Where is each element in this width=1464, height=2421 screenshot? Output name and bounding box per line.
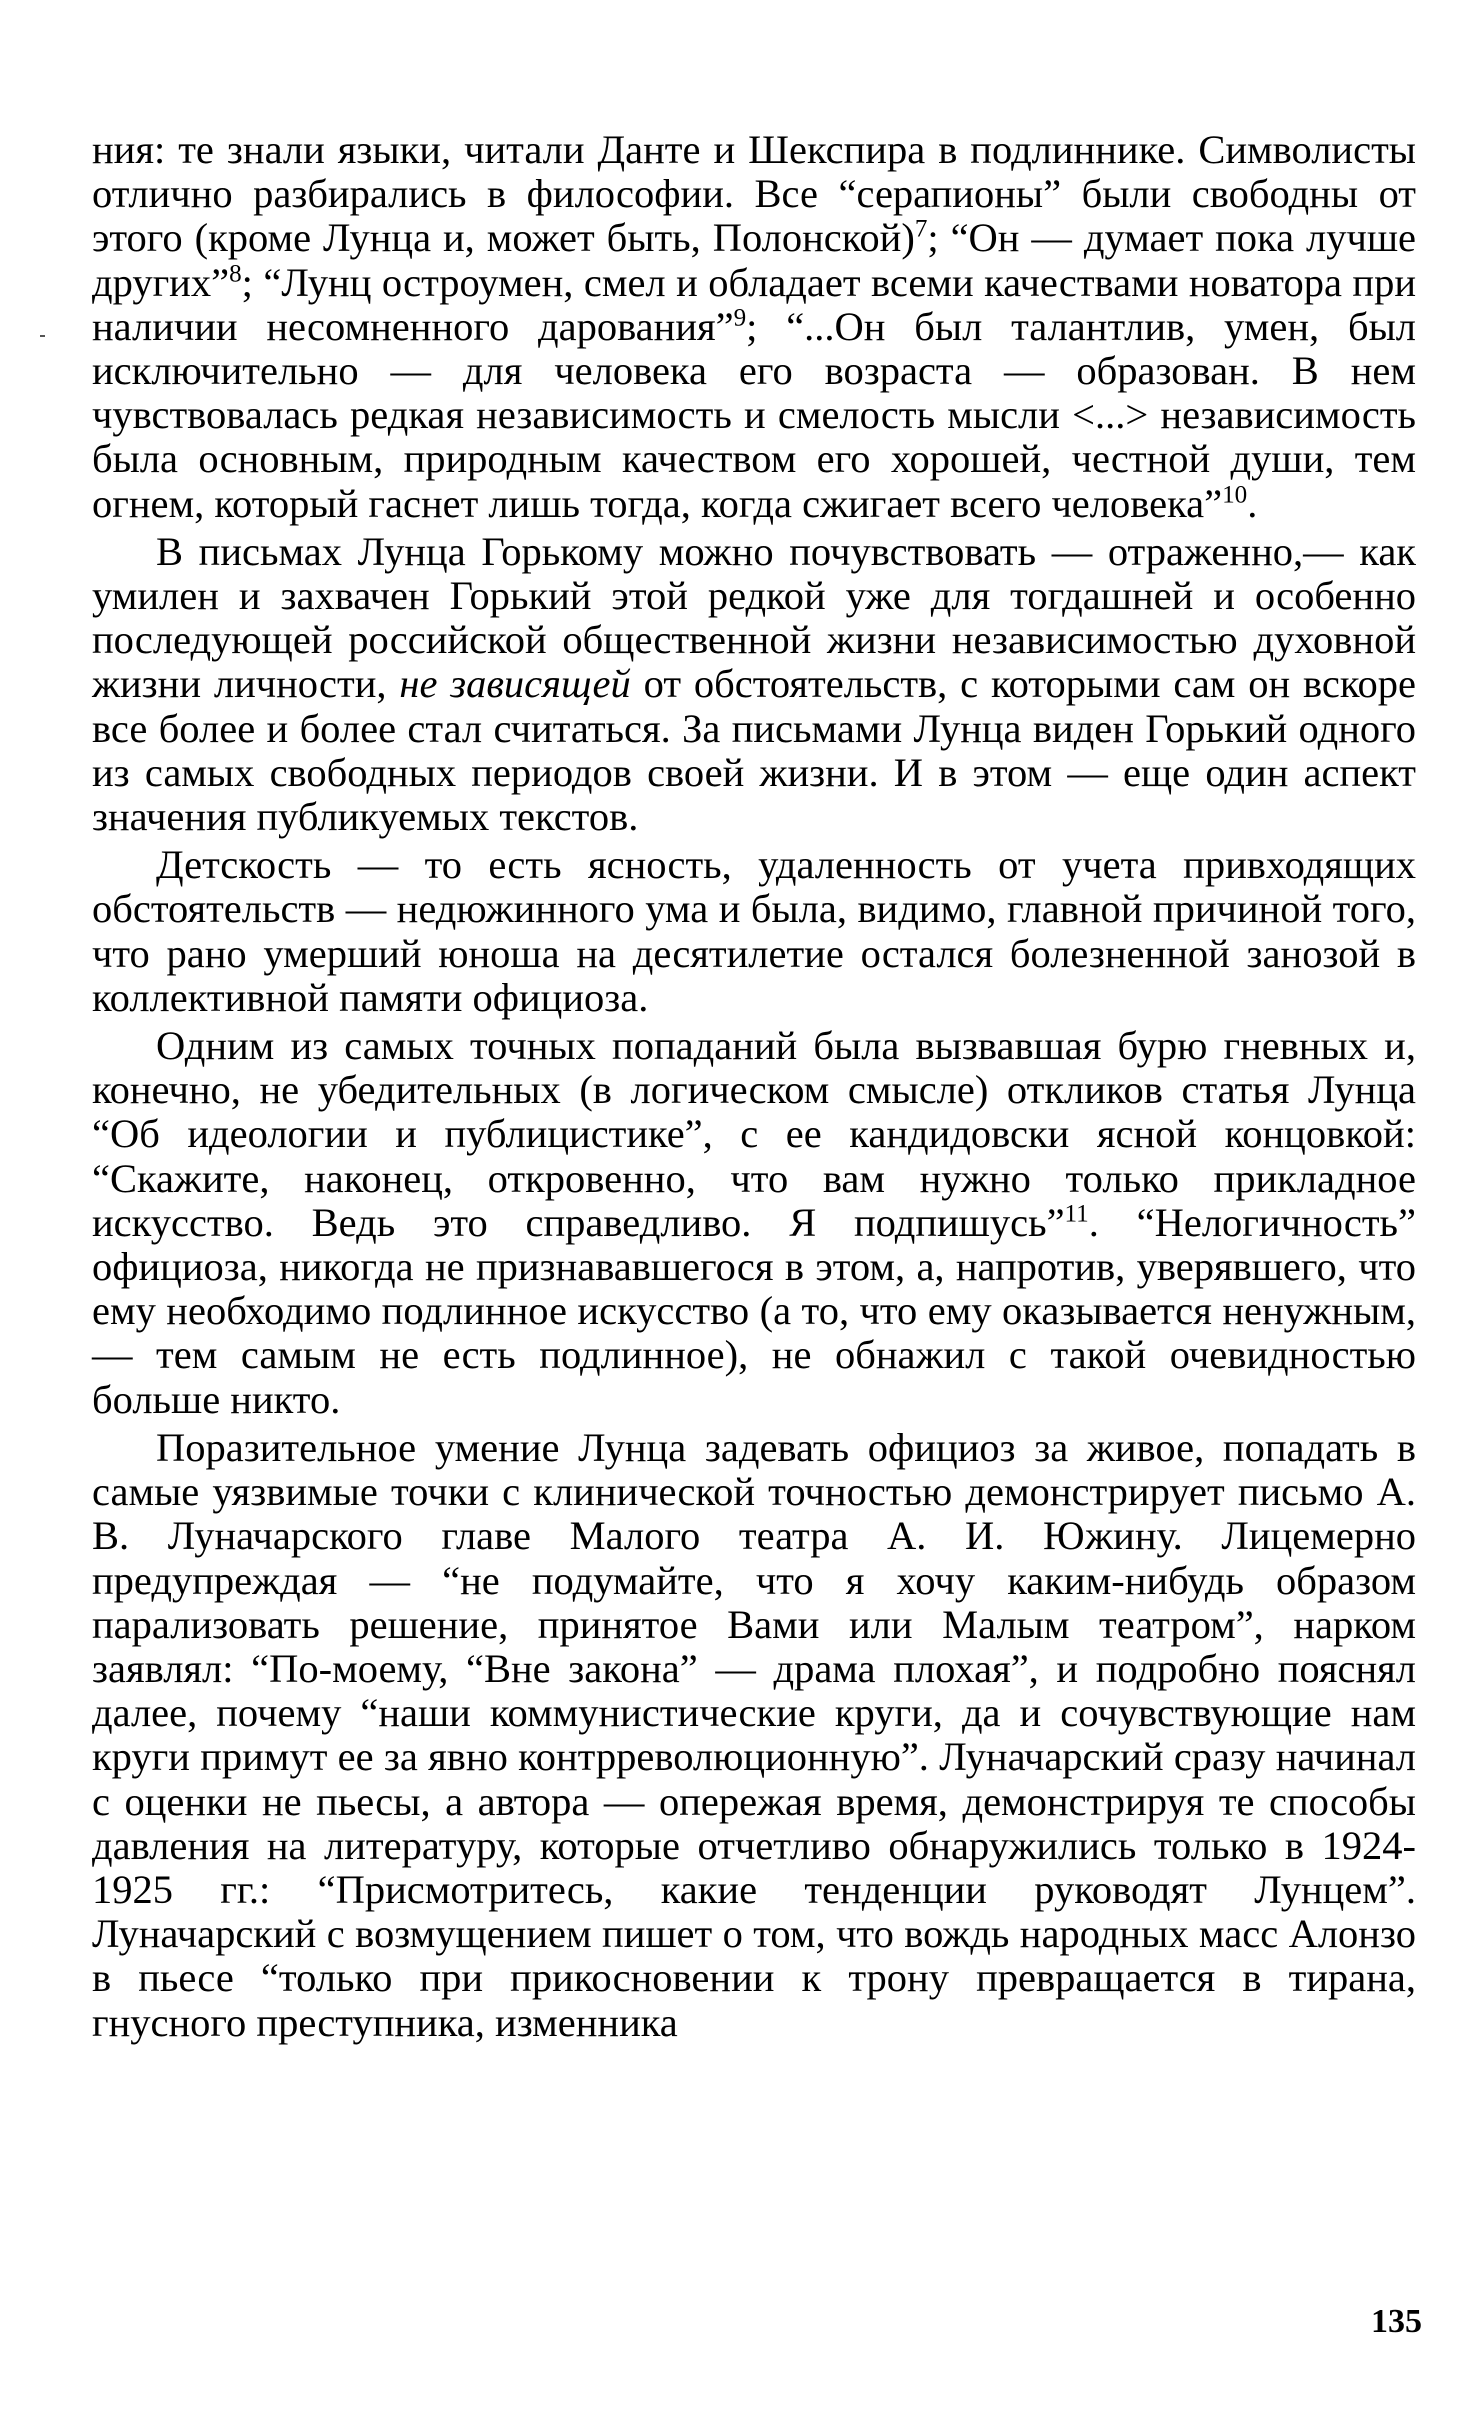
text-run: Детскость — то есть ясность, удаленность от учета привходящих обстоятельств — недюжинного ума и была, видимо, главной причиной того, что рано умерший юноша на десятилетие остался болезненной занозой в коллективной памяти официоза. <box>92 842 1416 1020</box>
text-run: ; “Он — думает пока лучше других” <box>92 215 1416 305</box>
text-run: ния: те знали языки, читали Данте и Шекспира в подлиннике. Символисты отлично разбирались в философии. Все “серапионы” были свободны от этого (кроме Лунца и, может быть, Полонской) <box>92 127 1416 261</box>
page-number: 135 <box>1371 2303 1422 2340</box>
text-run: В письмах Лунца Горькому можно почувствовать — отраженно,— как умилен и захвачен Горький этой редкой уже для тогдашней и особенно последующей российской общественной жизни независимостью духовной жизни личности, <box>92 528 1416 707</box>
text-run: ; “...Он был талантлив, умен, был исключительно — для человека его возраста — образован. В нем чувствовалась редкая независимость и смелость мысли <...> независимость была основным, природным качеством его хорошей, честной души, тем огнем, который гаснет лишь тогда, когда сжигает всего человека” <box>92 303 1416 526</box>
footnote-ref: 7 <box>914 215 928 243</box>
scan-speck <box>40 335 45 337</box>
footnote-ref: 8 <box>229 260 242 288</box>
text-run: ; “Лунц остроумен, смел и обладает всеми качествами новатора при наличии несомненного дарования” <box>92 259 1416 349</box>
paragraph-3 <box>92 843 1416 1020</box>
paragraph-5 <box>92 1426 1416 2045</box>
text-run: . “Нелогичность” официоза, никогда не признававшегося в этом, а, напротив, уверявшего, что ему необходимо подлинное искусство (а то, что ему оказывается ненужным,— тем самым не есть подлинное), не обнажил с такой очевидностью больше никто. <box>92 1199 1416 1422</box>
text-run: . <box>1247 480 1258 526</box>
footnote-ref: 10 <box>1222 481 1248 509</box>
emphasis-text: не зависящей <box>399 661 631 707</box>
text-run: Одним из самых точных попаданий была вызвавшая бурю гневных и, конечно, не убедительных (в логическом смысле) откликов статья Лунца “Об идеологии и публицистике”, с ее кандидовски ясной концовкой: “Скажите, наконец, откровенно, что вам нужно только прикладное искусство. Ведь это справедливо. Я подпишусь” <box>92 1023 1416 1245</box>
text-run: Поразительное умение Лунца задевать официоз за живое, попадать в самые уязвимые точки с клинической точностью демонстрирует письмо А. В. Луначарского главе Малого театра А. И. Южину. Лицемерно предупреждая — “не подумайте, что я хочу каким-нибудь образом парализовать решение, принятое Вами или Малым театром”, нарком заявлял: “По-моему, “Вне закона” — драма плохая”, и подробно пояснял далее, почему “наши коммунистические круги, да и сочувствующие нам круги примут ее за явно контрреволюционную”. Луначарский сразу начинал с оценки не пьесы, а автора — опережая время, демонстрируя те способы давления на литературу, которые отчетливо обнаружились только в 1924-1925 гг.: “Присмотритесь, какие тенденции руководят Лунцем”. Луначарский с возмущением пишет о том, что вождь народных масс Алонзо в пьесе “только при прикосновении к трону превращается в тирана, гнусного преступника, изменника <box>92 1424 1416 2045</box>
footnote-ref: 11 <box>1064 1200 1089 1228</box>
text-run: от обстоятельств, с которыми сам он вскоре все более и более стал считаться. За письмами Лунца виден Горький одного из самых свободных периодов своей жизни. И в этом — еще один аспект значения публикуемых текстов. <box>92 661 1417 840</box>
page-body <box>92 128 1416 2049</box>
footnote-ref: 9 <box>733 304 747 332</box>
paragraph-1 <box>92 128 1416 526</box>
paragraph-4 <box>92 1024 1416 1422</box>
paragraph-2 <box>92 530 1416 839</box>
